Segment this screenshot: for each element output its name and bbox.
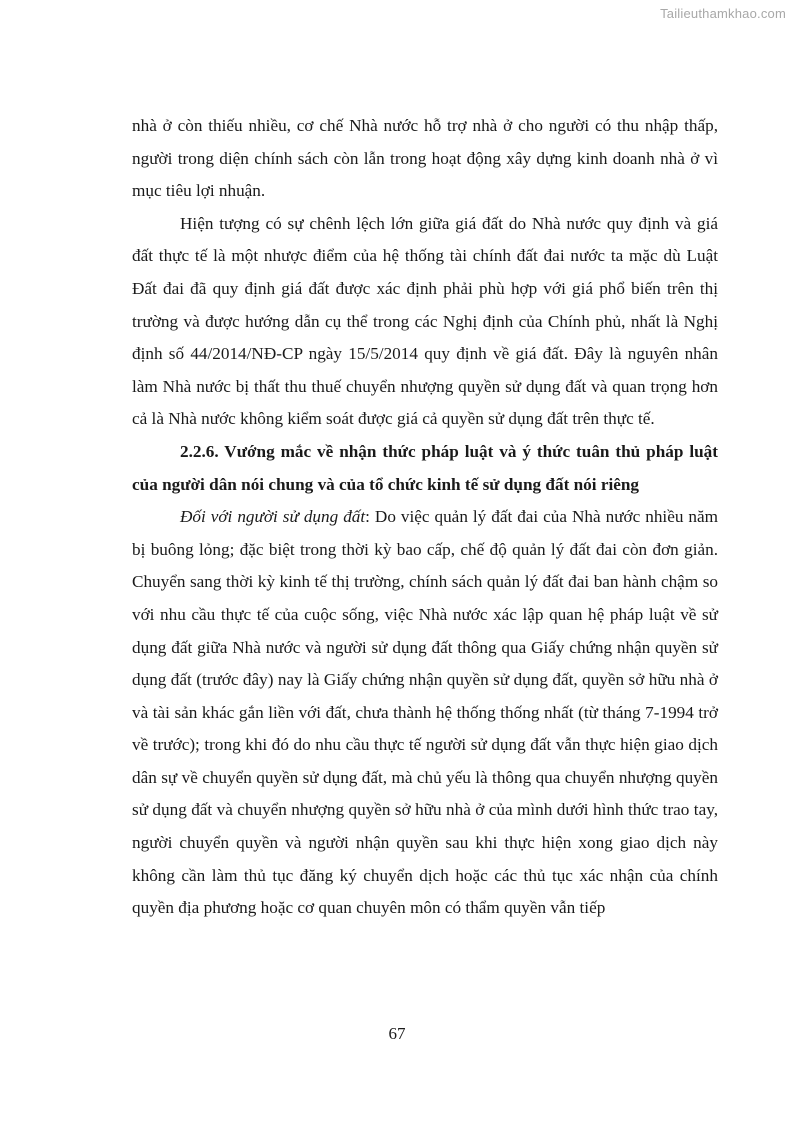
paragraph-land-price-gap: Hiện tượng có sự chênh lệch lớn giữa giá đất do Nhà nước quy định và giá đất thực tế là một nhược điểm của hệ thống tài chính đất đai nước ta mặc dù Luật Đất đai đã quy định giá đất được xác định phải phù hợp với giá phổ biến trên thị trường và được hướng dẫn cụ thể trong các Nghị định của Chính phủ, nhất là Nghị định số 44/2014/NĐ-CP ngày 15/5/2014 quy định về giá đất. Đây là nguyên nhân làm Nhà nước bị thất thu thuế chuyển nhượng quyền sử dụng đất và quan trọng hơn cả là Nhà nước không kiểm soát được giá cả quyền sử dụng đất trên thực tế.: [132, 213, 718, 429]
paragraph-continuation: nhà ở còn thiếu nhiều, cơ chế Nhà nước hỗ trợ nhà ở cho người có thu nhập thấp, người trong diện chính sách còn lẫn trong hoạt động xây dựng kinh doanh nhà ở vì mục tiêu lợi nhuận.: [132, 116, 718, 201]
section-heading: 2.2.6. Vướng mắc về nhận thức pháp luật và ý thức tuân thủ pháp luật của người dân nói chung và của tổ chức kinh tế sử dụng đất nói riêng: [132, 441, 718, 494]
paragraph-lead-phrase: Đối với người sử dụng đất: [180, 507, 366, 527]
watermark: Tailieuthamkhao.com: [660, 6, 786, 21]
paragraph-land-users: [132, 501, 718, 925]
paragraph-body-text: : Do việc quản lý đất đai của Nhà nước nhiều năm bị buông lỏng; đặc biệt trong thời kỳ bao cấp, chế độ quản lý đất đai còn đơn giản. Chuyển sang thời kỳ kinh tế thị trường, chính sách quản lý đất đai ban hành chậm so với nhu cầu thực tế của cuộc sống, việc Nhà nước xác lập quan hệ pháp luật về sử dụng đất giữa Nhà nước và người sử dụng đất thông qua Giấy chứng nhận quyền sử dụng đất (trước đây) nay là Giấy chứng nhận quyền sử dụng đất, quyền sở hữu nhà ở và tài sản khác gắn liền với đất, chưa thành hệ thống thống nhất (từ tháng 7-1994 trở về trước); trong khi đó do nhu cầu thực tế người sử dụng đất vẫn thực hiện giao dịch dân sự về chuyển quyền sử dụng đất, mà chủ yếu là thông qua chuyển nhượng quyền sử dụng đất và chuyển nhượng quyền sở hữu nhà ở của mình dưới hình thức trao tay, người chuyển quyền và người nhận quyền sau khi thực hiện xong giao dịch này không cần làm thủ tục đăng ký chuyển dịch hoặc các thủ tục xác nhận của chính quyền địa phương hoặc cơ quan chuyên môn có thẩm quyền vẫn tiếp: [132, 507, 718, 918]
page-body: [132, 110, 718, 925]
page-number: 67: [388, 1024, 406, 1043]
